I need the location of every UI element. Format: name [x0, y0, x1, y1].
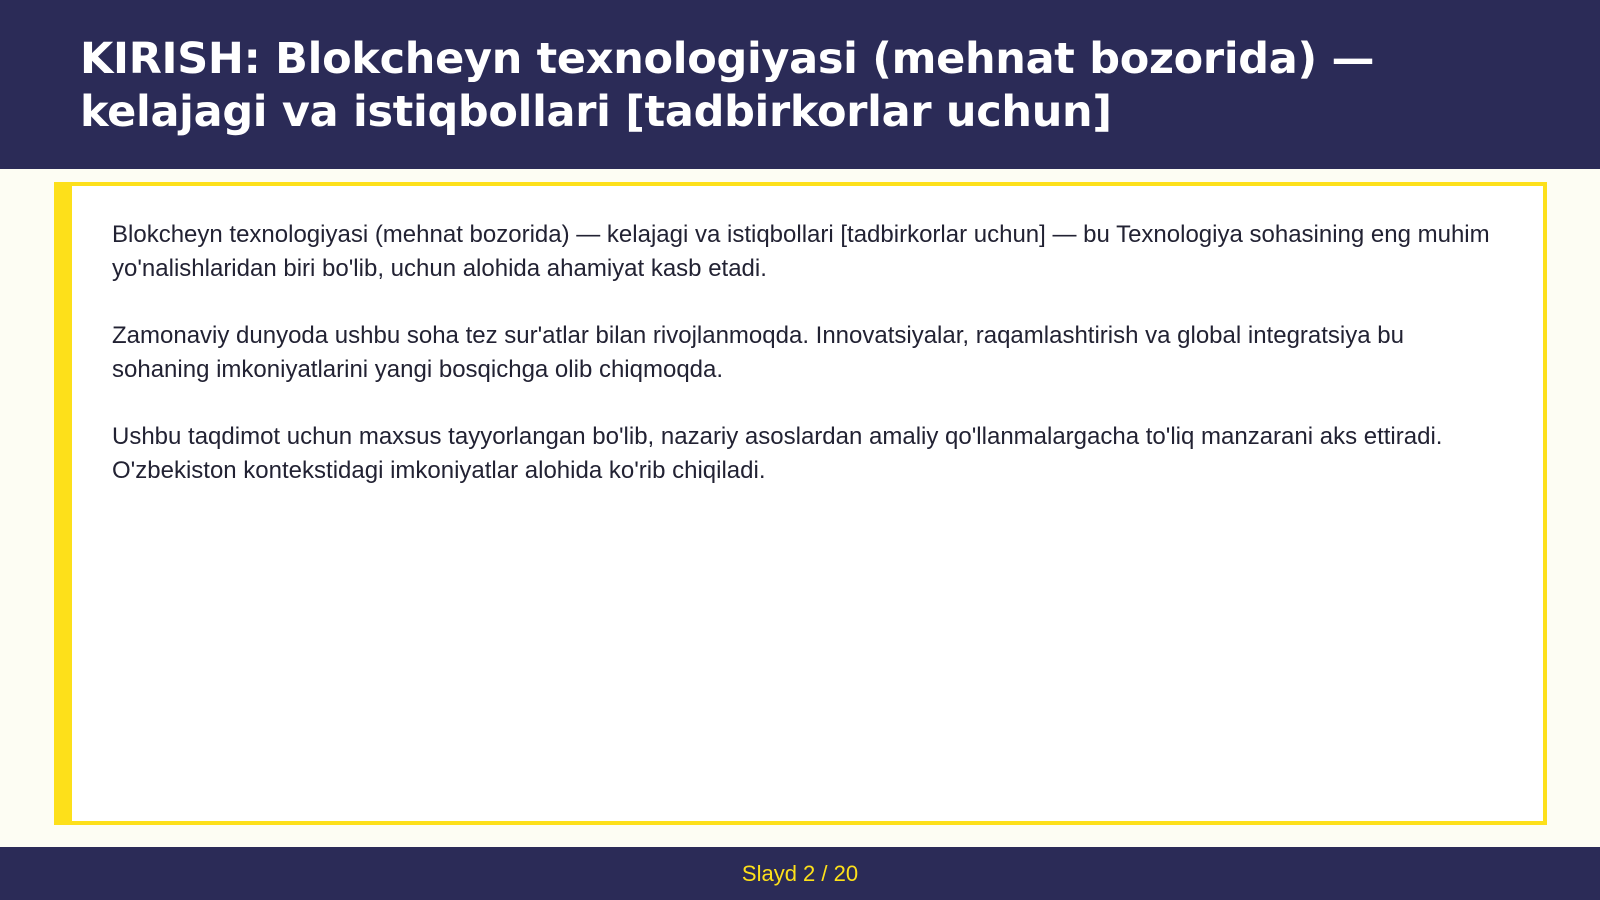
paragraph-modern-world: Zamonaviy dunyoda ushbu soha tez sur'atlar bilan rivojlanmoqda. Innovatsiyalar, raqamlashtirish va global integratsiya bu sohaning imkoniyatlarini yangi bosqichga olib chiqmoqda. — [112, 322, 1404, 383]
slide-counter: Slayd 2 / 20 — [741, 860, 859, 886]
slide-footer — [0, 847, 1600, 900]
paragraph-intro: Blokcheyn texnologiyasi (mehnat bozorida) — kelajagi va istiqbollari [tadbirkorlar uchun] — bu Texnologiya sohasining eng muhim yo'nalishlaridan biri bo'lib, uchun alohida ahamiyat kasb etadi. — [112, 221, 1490, 282]
slide-title: KIRISH: Blokcheyn texnologiyasi (mehnat bozorida) — kelajagi va istiqbollari [tadbirkorlar uchun] — [80, 34, 1375, 137]
paragraph-presentation-purpose: Ushbu taqdimot uchun maxsus tayyorlangan bo'lib, nazariy asoslardan amaliy qo'llanmalargacha to'liq manzarani aks ettiradi. O'zbekiston kontekstidagi imkoniyatlar alohida ko'rib chiqiladi. — [112, 423, 1443, 484]
slide-header — [0, 0, 1600, 169]
content-box — [54, 182, 1547, 825]
